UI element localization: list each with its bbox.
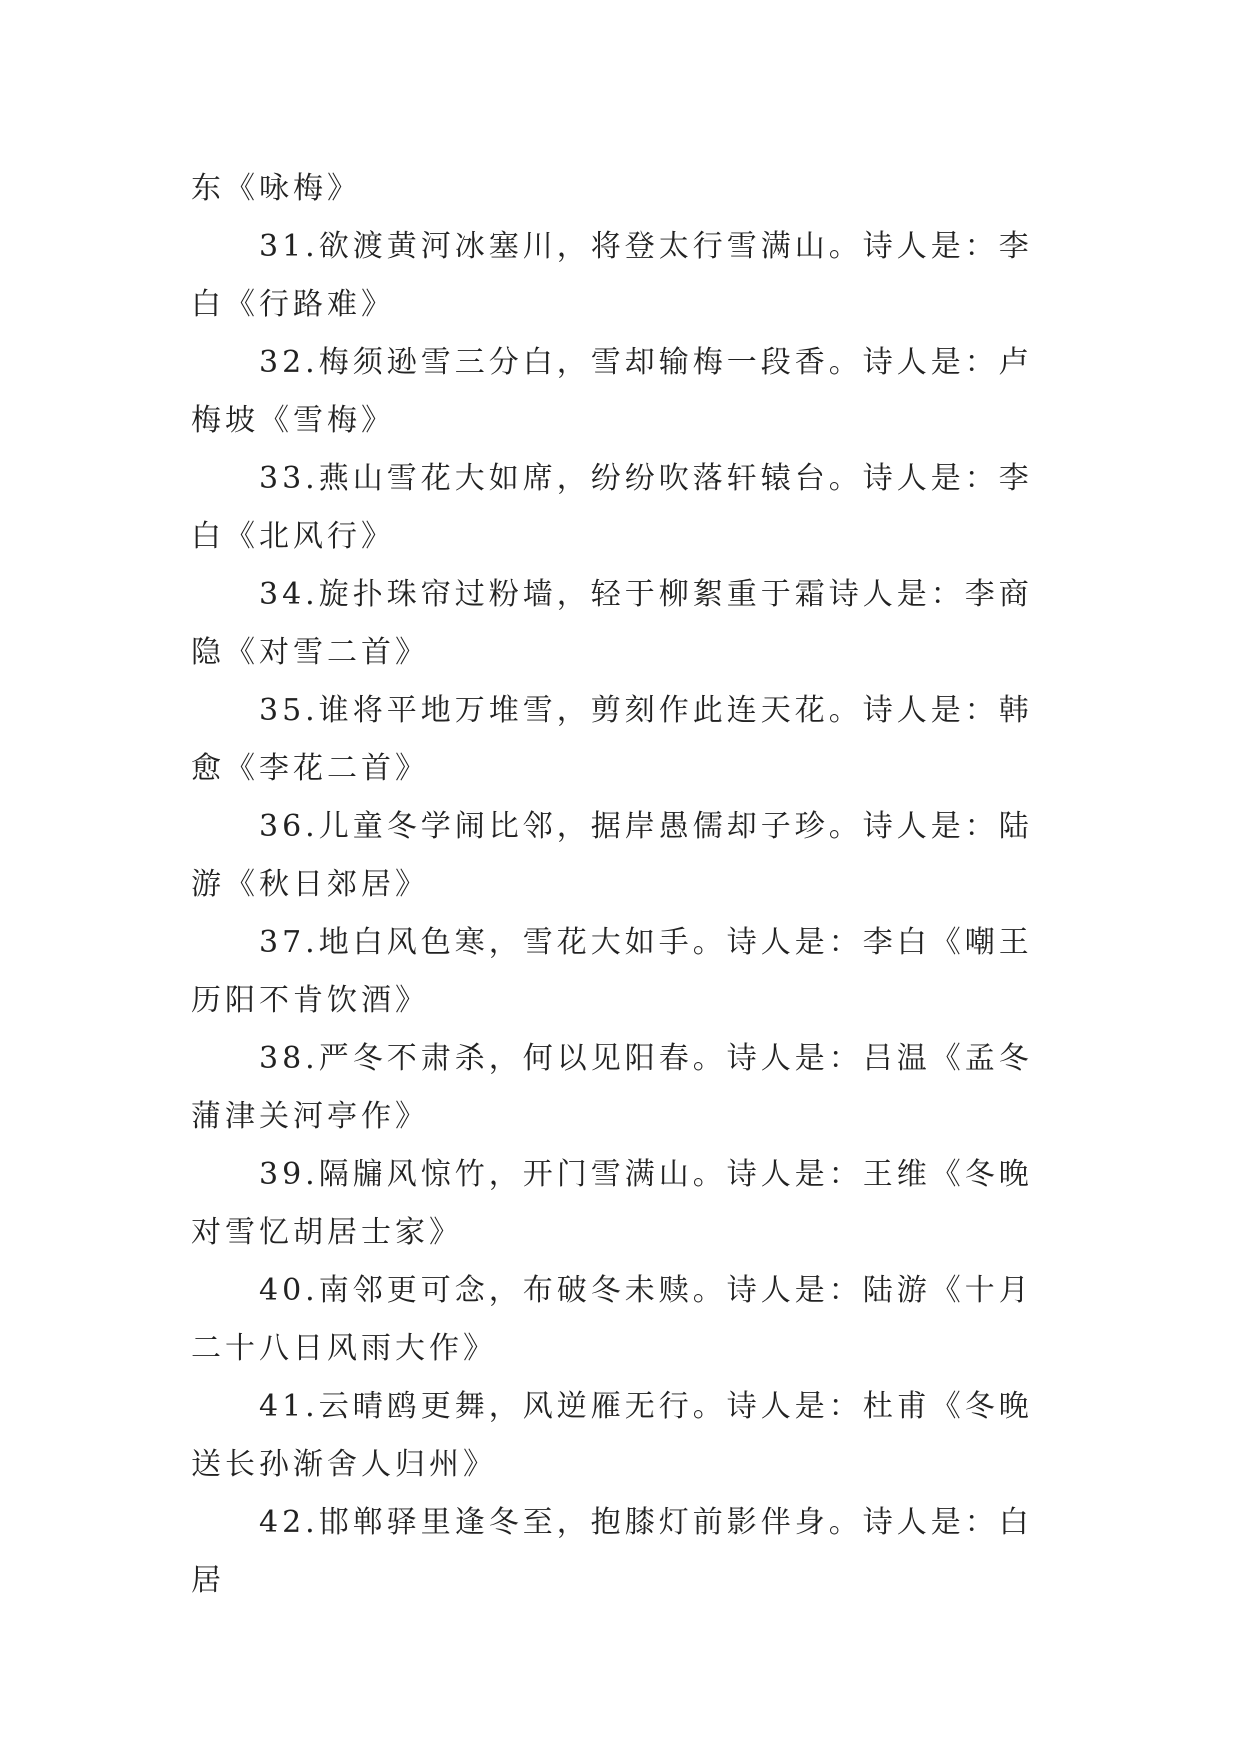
paragraph-38: 38.严冬不肃杀，何以见阳春。诗人是：吕温《孟冬蒲津关河亭作》: [191, 1041, 1033, 1134]
paragraph-32: 32.梅须逊雪三分白，雪却输梅一段香。诗人是：卢梅坡《雪梅》: [191, 345, 1033, 438]
paragraph-33: 33.燕山雪花大如席，纷纷吹落轩辕台。诗人是：李白《北风行》: [191, 461, 1033, 554]
document-body: [191, 160, 1051, 1610]
paragraph-41: 41.云晴鸥更舞，风逆雁无行。诗人是：杜甫《冬晚送长孙渐舍人归州》: [191, 1389, 1033, 1482]
paragraph-34: 34.旋扑珠帘过粉墙，轻于柳絮重于霜诗人是：李商隐《对雪二首》: [191, 577, 1033, 670]
paragraph-36: 36.儿童冬学闹比邻，据岸愚儒却子珍。诗人是：陆游《秋日郊居》: [191, 809, 1033, 902]
paragraph-42: 42.邯郸驿里逢冬至，抱膝灯前影伴身。诗人是：白居: [191, 1505, 1033, 1598]
paragraph-31: 31.欲渡黄河冰塞川，将登太行雪满山。诗人是：李白《行路难》: [191, 229, 1033, 322]
paragraph-40: 40.南邻更可念，布破冬未赎。诗人是：陆游《十月二十八日风雨大作》: [191, 1273, 1033, 1366]
paragraph-35: 35.谁将平地万堆雪，剪刻作此连天花。诗人是：韩愈《李花二首》: [191, 693, 1033, 786]
paragraph-0: 东《咏梅》: [191, 171, 361, 206]
paragraph-39: 39.隔牖风惊竹，开门雪满山。诗人是：王维《冬晚对雪忆胡居士家》: [191, 1157, 1033, 1250]
paragraph-37: 37.地白风色寒，雪花大如手。诗人是：李白《嘲王历阳不肯饮酒》: [191, 925, 1033, 1018]
